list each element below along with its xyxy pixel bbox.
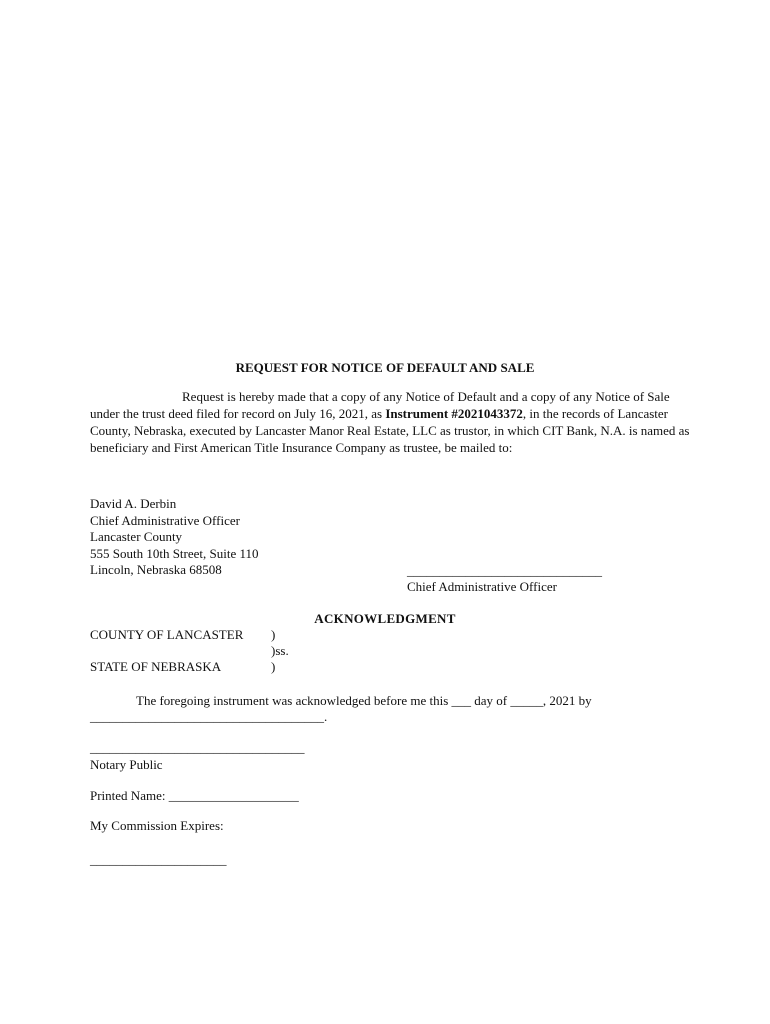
notary-signature-line: _________________________________ [90, 740, 305, 755]
county-label: COUNTY OF LANCASTER [90, 627, 244, 642]
venue-ss: )ss. [271, 643, 289, 658]
state-label: STATE OF NEBRASKA [90, 659, 222, 674]
acknowledgment-title: ACKNOWLEDGMENT [314, 611, 456, 626]
request-text-part1: Request is hereby made that a copy of any Notice of Default and a copy of any Notice of Sale under the trust deed filed for record on July 16, 2021, as [90, 389, 670, 421]
signature-caption: Chief Administrative Officer [407, 579, 557, 594]
acknowledged-by-line: ____________________________________. [90, 709, 328, 724]
printed-name-field: Printed Name: ____________________ [90, 788, 299, 803]
addressee-city: Lincoln, Nebraska 68508 [90, 562, 222, 577]
signature-line: ______________________________ [407, 563, 602, 578]
notary-public-label: Notary Public [90, 757, 163, 772]
document-title: REQUEST FOR NOTICE OF DEFAULT AND SALE [235, 360, 535, 375]
addressee-name: David A. Derbin [90, 496, 177, 511]
commission-expiry-line: _____________________ [90, 852, 227, 867]
addressee-organization: Lancaster County [90, 529, 183, 544]
venue-paren-3: ) [271, 659, 276, 674]
addressee-title: Chief Administrative Officer [90, 513, 240, 528]
request-text-part2: , in the records of Lancaster County, Nebraska, executed by Lancaster Manor Real Estate, LLC as trustor, in which CIT Bank, N.A. is named as beneficiary and First American Title Insurance Company as trustee, be mailed to: [90, 406, 690, 455]
acknowledgment-statement: The foregoing instrument was acknowledged before me this ___ day of _____, 2021 by [136, 693, 592, 708]
venue-paren-1: ) [271, 627, 276, 642]
instrument-number: Instrument #2021043372 [385, 406, 523, 421]
addressee-street: 555 South 10th Street, Suite 110 [90, 546, 259, 561]
commission-expires-label: My Commission Expires: [90, 818, 224, 833]
request-paragraph [90, 388, 690, 456]
